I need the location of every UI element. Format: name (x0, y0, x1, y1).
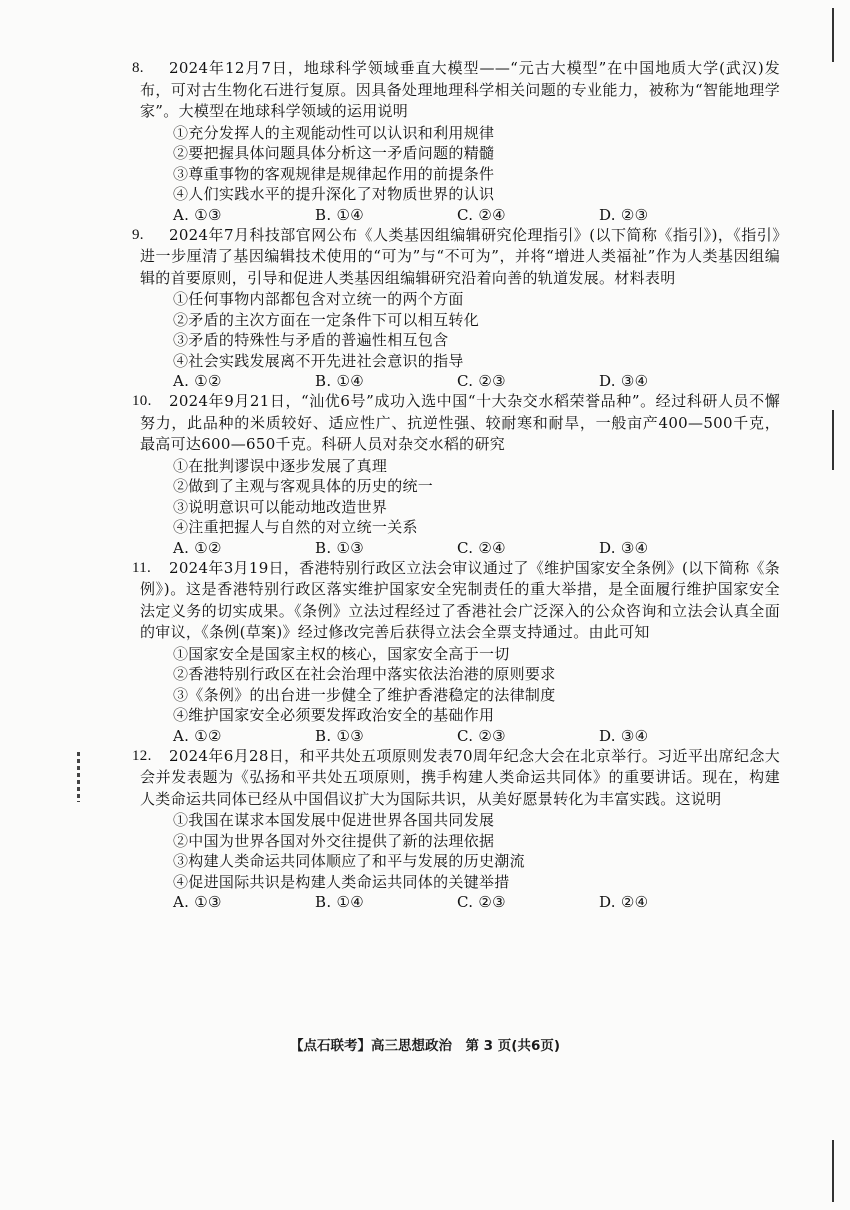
statement-item: ③矛盾的特殊性与矛盾的普遍性相互包含 (173, 331, 449, 349)
question-stem (132, 746, 780, 811)
answer-option: A. ①② (173, 538, 222, 557)
question-text: 2024年3月19日，香港特别行政区立法会审议通过了《维护国家安全条例》(以下简称《条例》)。这是香港特别行政区落实维护国家安全宪制责任的重大举措，是全面履行维护国家安全法定义务的切实成果。《条例》立法过程经过了香港社会广泛深入的公众咨询和立法会认真全面的审议，《条例(草案)》经过修改完善后获得立法会全票支持通过。由此可知 (140, 558, 780, 641)
binding-margin-line (832, 8, 834, 62)
answer-options (140, 538, 780, 558)
question-stem (132, 391, 780, 456)
statement-item: ③尊重事物的客观规律是规律起作用的前提条件 (173, 164, 495, 183)
statement-item: ④维护国家安全必须要发挥政治安全的基础作用 (173, 706, 495, 724)
answer-option: D. ②④ (599, 893, 649, 911)
question-item (132, 558, 780, 746)
answer-option: C. ②④ (457, 205, 506, 224)
answer-options (140, 205, 780, 225)
answer-option: B. ①③ (315, 538, 364, 557)
question-number: 8. (132, 60, 144, 76)
answer-option: A. ①③ (173, 893, 222, 911)
answer-option: D. ③④ (599, 372, 649, 390)
question-item (132, 225, 780, 392)
question-number: 10. (132, 393, 152, 409)
question-number: 11. (132, 559, 152, 576)
statement-item: ④社会实践发展离不开先进社会意识的指导 (173, 351, 464, 370)
answer-option: D. ②③ (599, 205, 649, 224)
question-list (132, 58, 780, 912)
answer-option: A. ①② (173, 372, 222, 390)
statement-item: ①我国在谋求本国发展中促进世界各国共同发展 (173, 811, 495, 829)
answer-option: A. ①③ (173, 205, 222, 224)
statement-item: ③构建人类命运共同体顺应了和平与发展的历史潮流 (173, 852, 525, 870)
answer-option: C. ②④ (457, 538, 506, 557)
statement-item: ④人们实践水平的提升深化了对物质世界的认识 (173, 185, 495, 203)
binding-margin-line (832, 1140, 834, 1202)
binding-margin-line (832, 410, 834, 470)
statement-item: ②矛盾的主次方面在一定条件下可以相互转化 (173, 310, 480, 329)
statement-item: ④促进国际共识是构建人类命运共同体的关键举措 (173, 872, 510, 891)
answer-option: C. ②③ (457, 893, 506, 911)
question-stem (132, 58, 780, 123)
statement-item: ②香港特别行政区在社会治理中落实依法治港的原则要求 (173, 665, 556, 683)
scan-mark (77, 752, 80, 802)
question-stem (132, 225, 780, 290)
answer-option: A. ①② (173, 726, 222, 745)
answer-options (140, 726, 780, 746)
question-item (132, 391, 780, 558)
statement-item: ①在批判谬误中逐步发展了真理 (173, 456, 388, 475)
answer-options (140, 371, 780, 391)
answer-option: D. ③④ (599, 726, 649, 745)
answer-options (140, 892, 780, 912)
question-text: 2024年9月21日，“汕优6号”成功入选中国“十大杂交水稻荣誉品种”。经过科研人员不懈努力，此品种的米质较好、适应性广、抗逆性强、较耐寒和耐旱，一般亩产400—500千克，最高可达600—650千克。科研人员对杂交水稻的研究 (140, 392, 780, 453)
statement-item: ③说明意识可以能动地改造世界 (173, 497, 388, 516)
answer-option: C. ②③ (457, 726, 506, 745)
question-number: 9. (132, 226, 144, 243)
statement-item: ①任何事物内部都包含对立统一的两个方面 (173, 290, 464, 308)
answer-option: B. ①③ (315, 726, 364, 745)
answer-option: D. ③④ (599, 538, 649, 557)
question-stem (132, 558, 780, 644)
answer-option: B. ①④ (315, 372, 364, 390)
question-text: 2024年7月科技部官网公布《人类基因组编辑研究伦理指引》(以下简称《指引》)，《指引》进一步厘清了基因编辑技术使用的“可为”与“不可为”，并将“增进人类福祉”作为人类基因组编辑的首要原则，引导和促进人类基因组编辑研究沿着向善的轨道发展。材料表明 (140, 225, 780, 287)
question-text: 2024年12月7日，地球科学领域垂直大模型——“元古大模型”在中国地质大学(武汉)发布，可对古生物化石进行复原。因具备处理地理科学相关问题的专业能力，被称为“智能地理学家”。大模型在地球科学领域的运用说明 (140, 59, 780, 120)
question-number: 12. (132, 747, 152, 764)
statement-item: ③《条例》的出台进一步健全了维护香港稳定的法律制度 (173, 685, 556, 704)
statement-item: ①国家安全是国家主权的核心，国家安全高于一切 (173, 644, 510, 663)
question-item (132, 746, 780, 913)
question-text: 2024年6月28日，和平共处五项原则发表70周年纪念大会在北京举行。习近平出席纪念大会并发表题为《弘扬和平共处五项原则，携手构建人类命运共同体》的重要讲话。现在，构建人类命运共同体已经从中国倡议扩大为国际共识，从美好愿景转化为丰富实践。这说明 (140, 746, 780, 808)
statement-item: ④注重把握人与自然的对立统一关系 (173, 518, 418, 536)
statement-item: ②要把握具体问题具体分析这一矛盾问题的精髓 (173, 144, 495, 162)
answer-option: B. ①④ (315, 205, 364, 224)
statement-item: ②中国为世界各国对外交往提供了新的法理依据 (173, 831, 495, 850)
statement-item: ②做到了主观与客观具体的历史的统一 (173, 477, 434, 495)
question-item (132, 58, 780, 225)
answer-option: B. ①④ (315, 893, 364, 911)
statement-item: ①充分发挥人的主观能动性可以认识和利用规律 (173, 123, 495, 142)
answer-option: C. ②③ (457, 372, 506, 390)
page-footer: 【点石联考】高三思想政治 第 3 页(共6页) (289, 1038, 561, 1054)
